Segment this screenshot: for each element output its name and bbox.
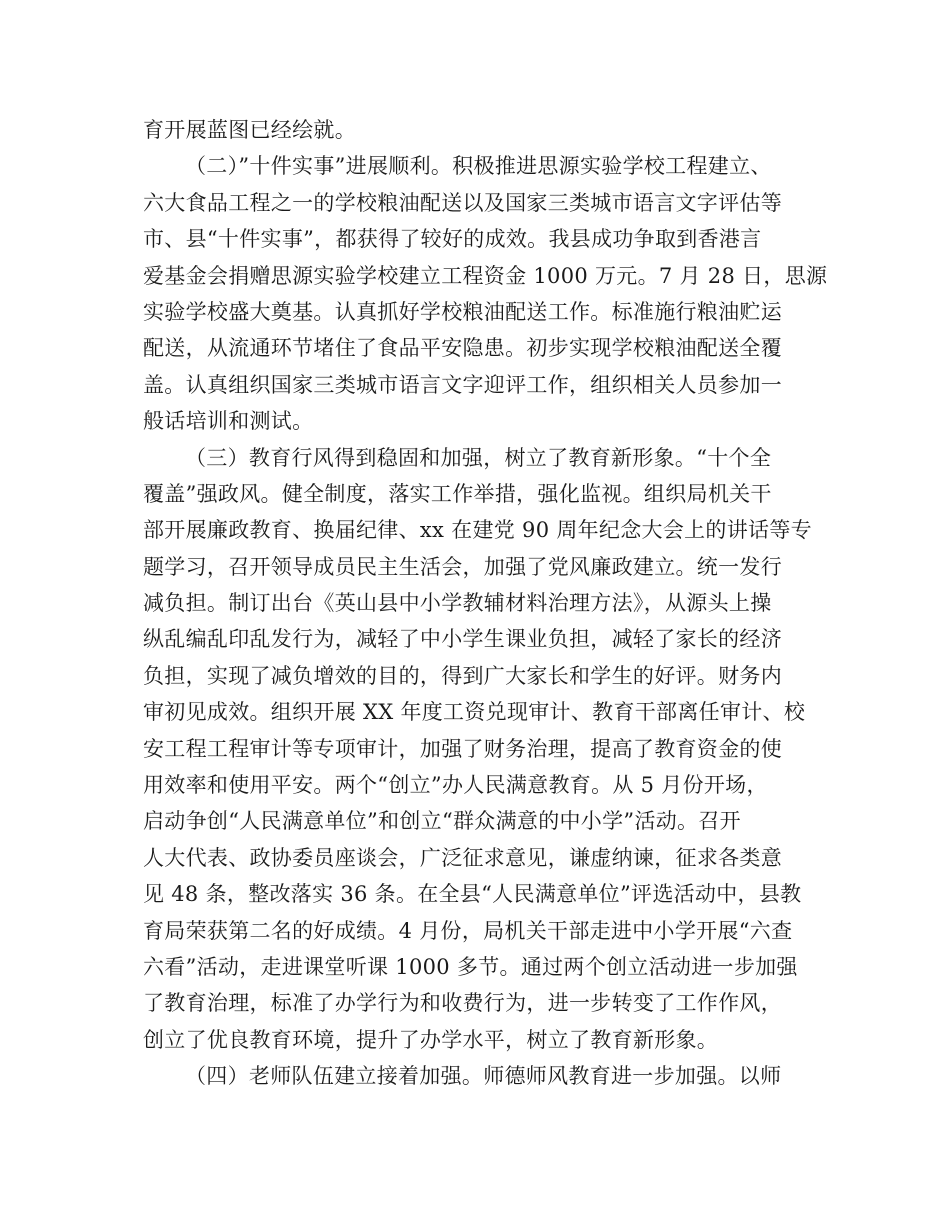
text-line: 创立了优良教育环境，提升了办学水平，树立了教育新形象。 xyxy=(143,1027,719,1052)
paragraph-start-line: （三）教育行风得到稳固和加强，树立了教育新形象。“十个全 xyxy=(185,445,772,470)
text-line: 审初见成效。组织开展 XX 年度工资兑现审计、教育干部离任审计、校 xyxy=(143,700,806,725)
text-line: 爱基金会捐赠思源实验学校建立工程资金 1000 万元。7 月 28 日，思源 xyxy=(143,263,828,288)
text-line: 育局荣获第二名的好成绩。4 月份，局机关干部走进中小学开展“六查 xyxy=(143,918,793,943)
text-line: 减负担。制订出台《英山县中小学教辅材料治理方法》，从源头上操 xyxy=(143,591,772,616)
text-line: 负担，实现了减负增效的目的，得到广大家长和学生的好评。财务内 xyxy=(143,663,782,688)
text-line: 安工程工程审计等专项审计，加强了财务治理，提高了教育资金的使 xyxy=(143,736,782,761)
paragraph-start-line: （四）老师队伍建立接着加强。师德师风教育进一步加强。以师 xyxy=(185,1064,782,1089)
text-line: 市、县“十件实事”，都获得了较好的成效。我县成功争取到香港言 xyxy=(143,227,762,252)
text-line: 人大代表、政协委员座谈会，广泛征求意见，谦虚纳谏，征求各类意 xyxy=(143,845,782,870)
text-line: 六看”活动，走进课堂听课 1000 多节。通过两个创立活动进一步加强 xyxy=(143,954,798,979)
text-line: 纵乱编乱印乱发行为，减轻了中小学生课业负担，减轻了家长的经济 xyxy=(143,627,782,652)
text-line: 了教育治理，标准了办学行为和收费行为，进一步转变了工作作风， xyxy=(143,991,782,1016)
text-line: 覆盖”强政风。健全制度，落实工作举措，强化监视。组织局机关干 xyxy=(143,481,772,506)
text-line: 实验学校盛大奠基。认真抓好学校粮油配送工作。标准施行粮油贮运 xyxy=(143,299,782,324)
text-line: 题学习，召开领导成员民主生活会，加强了党风廉政建立。统一发行 xyxy=(143,554,782,579)
text-line: 育开展蓝图已经绘就。 xyxy=(143,118,356,142)
text-line: 六大食品工程之一的学校粮油配送以及国家三类城市语言文字评估等 xyxy=(143,190,782,215)
text-line: 用效率和使用平安。两个“创立”办人民满意教育。从 5 月份开场， xyxy=(143,773,768,798)
text-line: 配送，从流通环节堵住了食品平安隐患。初步实现学校粮油配送全覆 xyxy=(143,336,782,361)
text-line: 盖。认真组织国家三类城市语言文字迎评工作，组织相关人员参加一 xyxy=(143,372,782,397)
body-text xyxy=(143,112,828,1095)
text-line: 启动争创“人民满意单位”和创立“群众满意的中小学”活动。召开 xyxy=(143,809,741,834)
text-line: 部开展廉政教育、换届纪律、xx 在建党 90 周年纪念大会上的讲话等专 xyxy=(143,518,812,543)
text-line: 见 48 条，整改落实 36 条。在全县“人民满意单位”评选活动中，县教 xyxy=(143,882,802,907)
paragraph-start-line: （二）”十件实事”进展顺利。积极推进思源实验学校工程建立、 xyxy=(185,154,772,179)
text-line: 般话培训和测试。 xyxy=(143,409,314,434)
